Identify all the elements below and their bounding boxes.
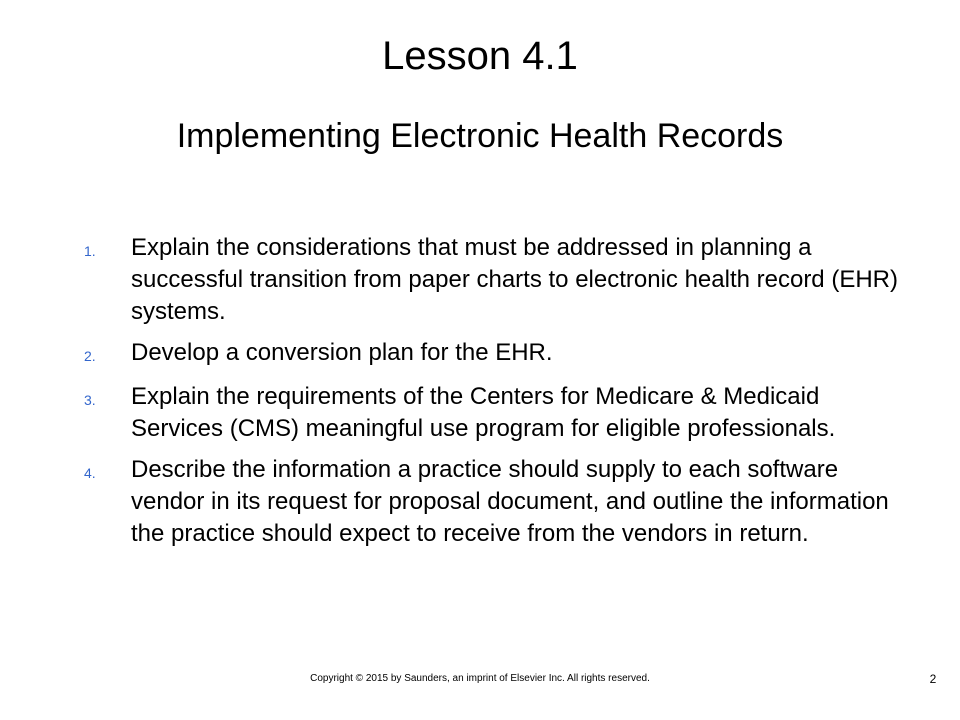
lesson-subtitle: Implementing Electronic Health Records — [176, 117, 784, 155]
objective-item — [84, 381, 904, 445]
objective-item — [84, 337, 904, 372]
objective-number: 1. — [84, 243, 96, 259]
objective-text: Describe the information a practice should supply to each software vendor in its request for proposal document, and outline the information the practice should expect to receive from the vendors in return. — [131, 456, 889, 547]
objective-item — [84, 454, 904, 550]
objective-text: Explain the considerations that must be addressed in planning a successful transition from paper charts to electronic health record (EHR) systems. — [131, 234, 898, 325]
objective-text: Explain the requirements of the Centers for Medicare & Medicaid Services (CMS) meaningful use program for eligible professionals. — [131, 383, 836, 442]
objective-number: 3. — [84, 392, 96, 408]
objective-item — [84, 232, 904, 328]
copyright-footer: Copyright © 2015 by Saunders, an imprint of Elsevier Inc. All rights reserved. — [310, 673, 650, 684]
objectives-list — [84, 232, 904, 559]
objective-text: Develop a conversion plan for the EHR. — [131, 339, 553, 366]
objective-number: 4. — [84, 465, 96, 481]
objective-number: 2. — [84, 348, 96, 364]
lesson-title: Lesson 4.1 — [382, 34, 578, 78]
page-number: 2 — [929, 672, 937, 686]
